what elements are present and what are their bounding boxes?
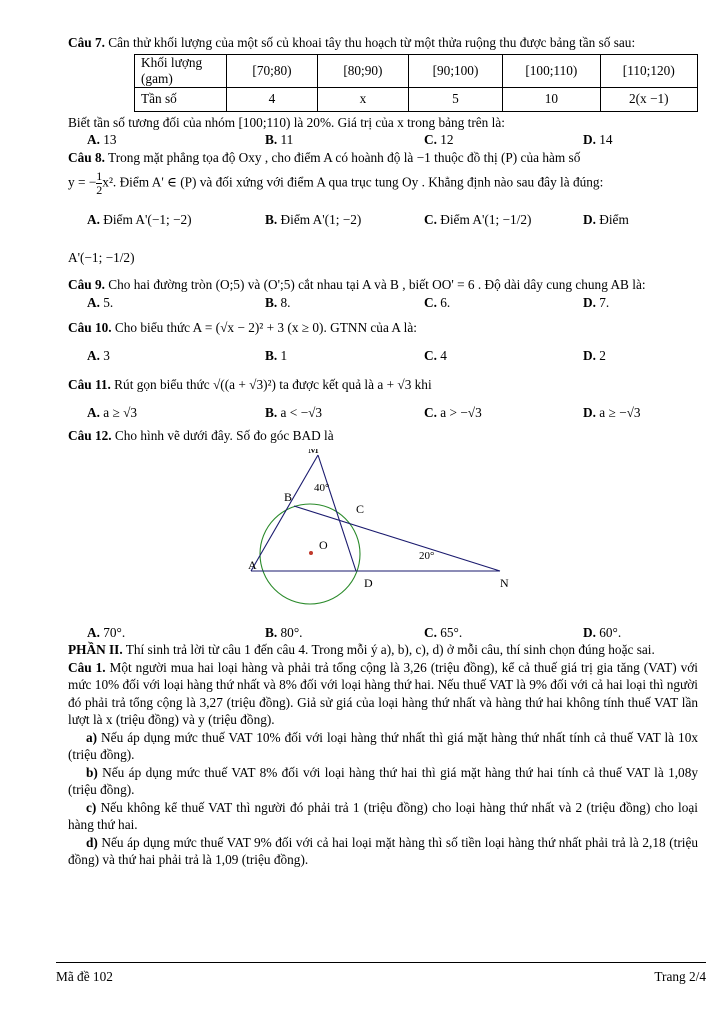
question-7-text: Cân thử khối lượng của một số củ khoai tây thu hoạch từ một thửa ruộng thu được bảng tần số sau: bbox=[104, 35, 636, 50]
option-text: 6. bbox=[436, 294, 451, 310]
question-7-condition: Biết tần số tương đối của nhóm [100;110) là 20%. Giá trị của x trong bảng trên là: bbox=[68, 114, 505, 130]
option-b[interactable] bbox=[246, 404, 405, 422]
option-b[interactable] bbox=[246, 211, 405, 229]
option-text: 5. bbox=[99, 294, 114, 310]
table-row bbox=[135, 87, 698, 111]
part-2-question-1 bbox=[68, 659, 698, 869]
geometry-diagram bbox=[68, 449, 698, 624]
center-point-o bbox=[309, 551, 313, 555]
option-a[interactable] bbox=[68, 404, 246, 422]
option-label: B. bbox=[265, 132, 278, 147]
question-10-options bbox=[68, 347, 698, 365]
statement-label: d) bbox=[86, 834, 98, 850]
question-9-text: Cho hai đường tròn (O;5) và (O';5) cắt nhau tại A và B , biết OO' = 6 . Độ dài dây cung chung AB là: bbox=[104, 277, 646, 292]
question-10-head: Câu 10. bbox=[68, 320, 112, 335]
question-11-text: Rút gọn biểu thức √((a + √3)²) ta được kết quả là a + √3 khi bbox=[110, 377, 432, 392]
option-label: A. bbox=[87, 212, 100, 227]
option-text: Điểm A'(−1; −2) bbox=[99, 212, 192, 227]
question-12-text: Cho hình vẽ dưới đây. Số đo góc BAD là bbox=[111, 428, 334, 443]
question-12-head: Câu 12. bbox=[68, 428, 112, 443]
table-cell: 4 bbox=[227, 87, 318, 111]
option-a[interactable] bbox=[68, 131, 246, 149]
option-a[interactable] bbox=[68, 211, 246, 229]
statement-text: Nếu áp dụng mức thuế VAT 8% đối với loại hàng thứ hai thì giá mặt hàng thứ hai tính cả thuế VAT là 1,08y (triệu đồng). bbox=[68, 764, 698, 797]
option-label: C. bbox=[424, 294, 437, 310]
question-11-stem bbox=[68, 376, 698, 394]
option-b[interactable] bbox=[246, 347, 405, 365]
question-12-options bbox=[68, 624, 698, 642]
option-d-continuation: A'(−1; −1/2) bbox=[68, 249, 135, 265]
option-d[interactable] bbox=[564, 294, 723, 312]
option-label: C. bbox=[424, 404, 437, 420]
option-d[interactable] bbox=[564, 404, 723, 422]
statement-text: Nếu áp dụng mức thuế VAT 9% đối với cả hai loại mặt hàng thì số tiền loại hàng thứ nhất phải trả là 2,18 (triệu đồng) và thứ hai phải trả là 1,09 (triệu đồng). bbox=[68, 834, 698, 867]
option-label: C. bbox=[424, 624, 437, 640]
option-c[interactable] bbox=[405, 131, 564, 149]
option-text: 14 bbox=[595, 132, 613, 147]
table-cell: 5 bbox=[408, 87, 502, 111]
option-text: 3 bbox=[99, 347, 110, 363]
question-7-head: Câu 7. bbox=[68, 35, 105, 50]
table-cell: 2(x −1) bbox=[600, 87, 697, 111]
option-label: B. bbox=[265, 212, 278, 227]
question-7 bbox=[68, 34, 698, 149]
statement-label: a) bbox=[86, 729, 98, 745]
label-b: B bbox=[284, 489, 293, 504]
exam-code: Mã đề 102 bbox=[56, 969, 113, 984]
function-prefix: y = − bbox=[68, 174, 97, 190]
table-cell: [100;110) bbox=[503, 54, 600, 87]
statement-c[interactable] bbox=[68, 799, 698, 834]
option-d[interactable] bbox=[564, 624, 723, 642]
line-md bbox=[318, 455, 356, 571]
page-footer bbox=[56, 962, 706, 985]
option-c[interactable] bbox=[405, 211, 564, 229]
option-text: 2 bbox=[595, 347, 606, 363]
part-2-head: PHẦN II. bbox=[68, 642, 123, 657]
option-text: Điểm bbox=[595, 212, 629, 227]
option-b[interactable] bbox=[246, 294, 405, 312]
option-text: 65°. bbox=[436, 624, 463, 640]
option-label: C. bbox=[424, 347, 437, 363]
option-text: 8. bbox=[277, 294, 291, 310]
table-cell: x bbox=[317, 87, 408, 111]
option-d[interactable] bbox=[564, 211, 723, 229]
option-a[interactable] bbox=[68, 347, 246, 365]
page-number: Trang 2/4 bbox=[654, 969, 706, 984]
exam-page bbox=[68, 34, 698, 869]
option-c[interactable] bbox=[405, 294, 564, 312]
option-text: 80°. bbox=[277, 624, 303, 640]
question-11-options bbox=[68, 404, 698, 422]
statement-d[interactable] bbox=[68, 834, 698, 869]
option-text: 1 bbox=[277, 347, 288, 363]
table-cell: [90;100) bbox=[408, 54, 502, 87]
option-text: a ≥ √3 bbox=[99, 404, 138, 420]
option-text: 60°. bbox=[595, 624, 622, 640]
option-label: D. bbox=[583, 624, 596, 640]
question-8-options bbox=[68, 211, 698, 229]
angle-n-label: 20° bbox=[419, 549, 435, 562]
option-text: Điểm A'(1; −2) bbox=[277, 212, 362, 227]
question-9-stem bbox=[68, 276, 698, 294]
part-2-question-1-head: Câu 1. bbox=[68, 659, 106, 675]
option-label: C. bbox=[424, 132, 437, 147]
label-c: C bbox=[356, 501, 365, 516]
option-label: B. bbox=[265, 624, 278, 640]
label-n: N bbox=[500, 575, 509, 590]
option-text: a ≥ −√3 bbox=[595, 404, 641, 420]
question-9-options bbox=[68, 294, 698, 312]
option-label: D. bbox=[583, 212, 596, 227]
option-b[interactable] bbox=[246, 131, 405, 149]
option-label: D. bbox=[583, 294, 596, 310]
question-7-options bbox=[68, 131, 698, 149]
question-11 bbox=[68, 376, 698, 421]
statement-text: Nếu áp dụng mức thuế VAT 10% đối với loại hàng thứ nhất thì giá mặt hàng thứ nhất tính cả thuế VAT là 10x (triệu đồng). bbox=[68, 729, 698, 762]
option-text: 11 bbox=[277, 132, 294, 147]
option-label: C. bbox=[424, 212, 437, 227]
table-cell: Tần số bbox=[135, 87, 227, 111]
geometry-figure bbox=[68, 449, 698, 624]
option-text: a < −√3 bbox=[277, 404, 323, 420]
line-am bbox=[251, 455, 318, 571]
frequency-table bbox=[134, 54, 698, 112]
function-suffix: x². Điểm A' ∈ (P) và đối xứng với điểm A qua trục tung Oy . Khẳng định nào sau đây là đúng: bbox=[102, 174, 604, 190]
table-cell: 10 bbox=[503, 87, 600, 111]
statement-b[interactable] bbox=[68, 764, 698, 799]
question-7-stem bbox=[68, 34, 698, 52]
question-8-stem bbox=[68, 149, 698, 167]
option-text: 4 bbox=[436, 347, 447, 363]
statement-text: Nếu không kể thuế VAT thì người đó phải trả 1 (triệu đồng) cho loại hàng thứ nhất và 2 (triệu đồng) cho loại hàng thứ hai. bbox=[68, 799, 698, 832]
question-10-text: Cho biểu thức A = (√x − 2)² + 3 (x ≥ 0). GTNN của A là: bbox=[111, 320, 417, 335]
statement-label: c) bbox=[86, 799, 97, 815]
option-text: 12 bbox=[436, 132, 454, 147]
fraction-denominator: 2 bbox=[96, 183, 103, 197]
option-label: B. bbox=[265, 404, 278, 420]
question-8-function bbox=[68, 170, 698, 197]
option-label: A. bbox=[87, 404, 100, 420]
option-a[interactable] bbox=[68, 624, 246, 642]
option-text: Điểm A'(1; −1/2) bbox=[436, 212, 532, 227]
option-d[interactable] bbox=[564, 347, 723, 365]
option-d[interactable] bbox=[564, 131, 723, 149]
option-a[interactable] bbox=[68, 294, 246, 312]
label-m: M bbox=[308, 448, 319, 456]
option-label: D. bbox=[583, 347, 596, 363]
option-label: A. bbox=[87, 347, 100, 363]
label-o: O bbox=[319, 537, 328, 552]
question-8-text: Trong mặt phẳng tọa độ Oxy , cho điểm A có hoành độ là −1 thuộc đồ thị (P) của hàm số bbox=[104, 149, 581, 165]
part-2-question-1-stem bbox=[68, 659, 698, 729]
option-c[interactable] bbox=[405, 624, 564, 642]
table-header-row bbox=[135, 54, 698, 87]
option-label: D. bbox=[583, 132, 596, 147]
option-text: 70°. bbox=[99, 624, 126, 640]
option-label: A. bbox=[87, 294, 100, 310]
question-12 bbox=[68, 427, 698, 641]
question-8 bbox=[68, 149, 698, 267]
table-cell: [70;80) bbox=[227, 54, 318, 87]
label-a: A bbox=[248, 557, 257, 572]
table-cell: [110;120) bbox=[600, 54, 697, 87]
question-10 bbox=[68, 319, 698, 364]
part-2-text: Thí sinh trả lời từ câu 1 đến câu 4. Trong mỗi ý a), b), c), d) ở mỗi câu, thí sinh chọn đúng hoặc sai. bbox=[122, 642, 655, 657]
statement-label: b) bbox=[86, 764, 98, 780]
option-c[interactable] bbox=[405, 404, 564, 422]
question-11-head: Câu 11. bbox=[68, 377, 111, 392]
question-9-head: Câu 9. bbox=[68, 277, 105, 292]
option-label: B. bbox=[265, 347, 278, 363]
option-b[interactable] bbox=[246, 624, 405, 642]
table-cell: [80;90) bbox=[317, 54, 408, 87]
part-2-intro bbox=[68, 641, 698, 659]
option-label: D. bbox=[583, 404, 596, 420]
question-12-stem bbox=[68, 427, 698, 445]
label-d: D bbox=[364, 575, 373, 590]
option-text: 7. bbox=[595, 294, 610, 310]
option-text: 13 bbox=[99, 132, 117, 147]
fraction-numerator: 1 bbox=[96, 169, 103, 183]
question-8-head: Câu 8. bbox=[68, 149, 105, 165]
question-10-stem bbox=[68, 319, 698, 337]
option-label: A. bbox=[87, 132, 100, 147]
part-2-question-1-text: Một người mua hai loại hàng và phải trả tổng cộng là 3,26 (triệu đồng), kể cả thuế giá trị gia tăng (VAT) với mức 10% đối với loại hàng thứ nhất và 8% đối với loại hàng thứ hai. Nếu thuế VAT là 9% đối với cả hai loại thì người đó phải trả tổng cộng là 3,27 (triệu đồng). Giả sử giá của loại hàng thứ nhất và hàng thứ hai không tính thuế VAT lần lượt là x (triệu đồng) và y (triệu đồng). bbox=[68, 659, 699, 727]
option-label: A. bbox=[87, 624, 100, 640]
option-label: B. bbox=[265, 294, 278, 310]
question-9 bbox=[68, 276, 698, 311]
table-cell: Khối lượng (gam) bbox=[135, 54, 227, 87]
statement-a[interactable] bbox=[68, 729, 698, 764]
option-text: a > −√3 bbox=[436, 404, 482, 420]
angle-m-label: 40° bbox=[314, 481, 330, 494]
option-c[interactable] bbox=[405, 347, 564, 365]
